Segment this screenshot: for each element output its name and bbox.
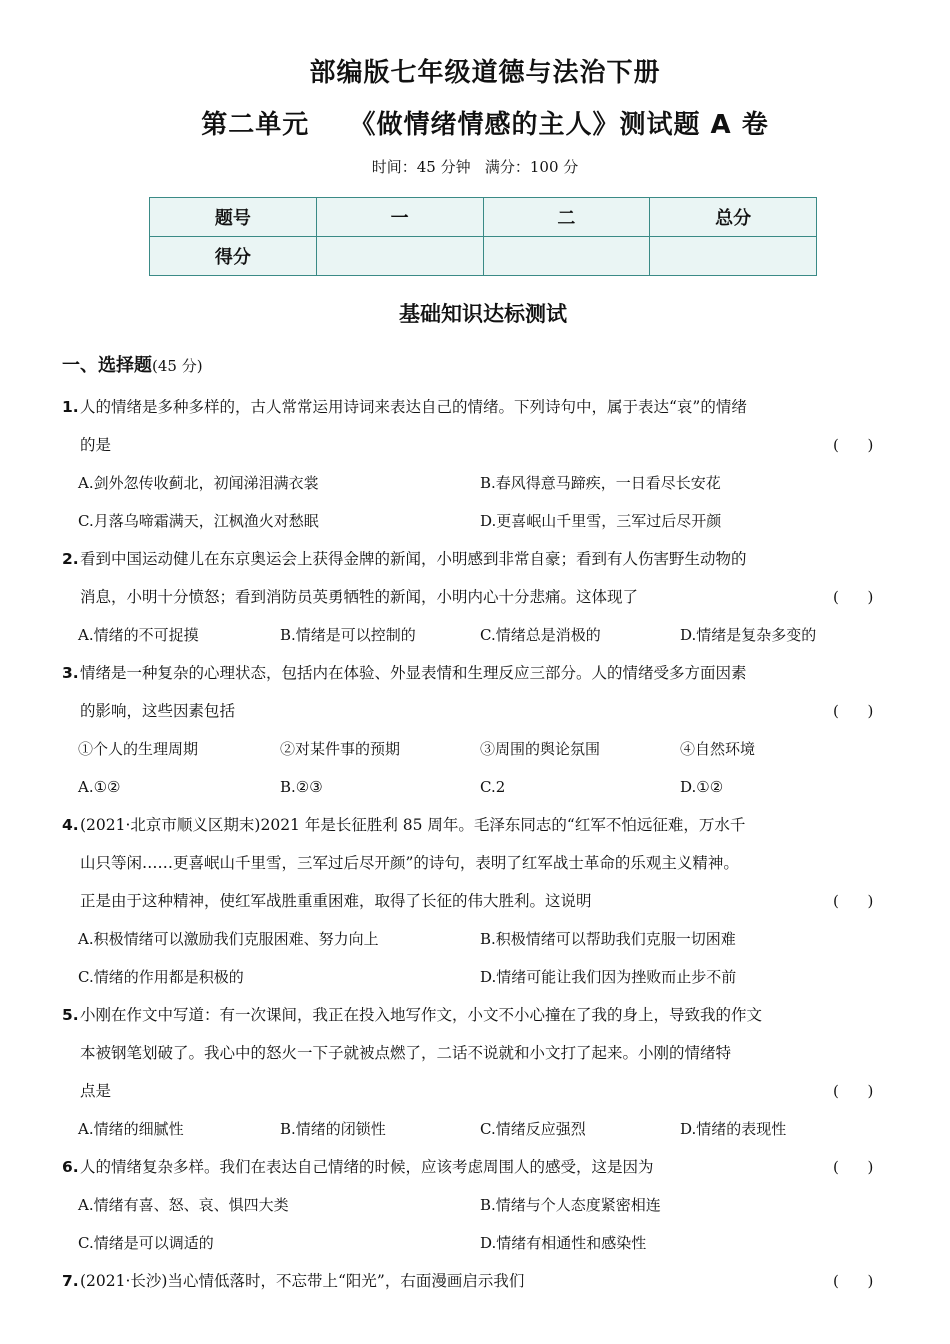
question-text: 小刚在作文中写道：有一次课间，我正在投入地写作文，小文不小心撞在了我的身上，导致我的作文 [80,1006,763,1024]
option-d[interactable]: D.情绪有相通性和感染性 [480,1234,647,1252]
answer-bracket[interactable]: ( ) [833,1272,874,1290]
option-b[interactable]: B.情绪与个人态度紧密相连 [480,1196,661,1214]
answer-bracket[interactable]: ( ) [833,702,874,720]
score-header-cell: 一 [316,198,483,237]
question-text: (2021·长沙)当心情低落时，不忘带上“阳光”，右面漫画启示我们 [80,1272,525,1290]
exam-subtitle: 第二单元 《做情绪情感的主人》测试题 A 卷 [201,110,769,140]
option-c[interactable]: C.情绪总是消极的 [480,626,601,644]
score-table-header-row [150,198,817,237]
option-b[interactable]: B.春风得意马蹄疾，一日看尽长安花 [480,474,721,492]
statement-item: ②对某件事的预期 [280,740,401,758]
option-c[interactable]: C.2 [480,778,506,796]
time-score-info: 时间：45 分钟 满分：100 分 [371,158,579,176]
statement-item: ①个人的生理周期 [78,740,199,758]
option-b[interactable]: B.②③ [280,778,323,796]
question-number: 2. [62,550,79,568]
score-cell[interactable] [650,237,817,276]
option-b[interactable]: B.情绪的闭锁性 [280,1120,386,1138]
option-a[interactable]: A.情绪的不可捉摸 [78,626,199,644]
score-header-cell: 总分 [650,198,817,237]
option-d[interactable]: D.情绪的表现性 [680,1120,787,1138]
question-number: 4. [62,816,79,834]
option-a[interactable]: A.①② [78,778,121,796]
score-cell[interactable] [483,237,650,276]
option-a[interactable]: A.情绪的细腻性 [78,1120,184,1138]
question-text: 人的情绪是多种多样的，古人常常运用诗词来表达自己的情绪。下列诗句中，属于表达“哀”的情绪 [80,398,747,416]
question-number: 7. [62,1272,79,1290]
question-text: 情绪是一种复杂的心理状态，包括内在体验、外显表情和生理反应三部分。人的情绪受多方面因素 [80,664,747,682]
option-a[interactable]: A.情绪有喜、怒、哀、惧四大类 [78,1196,289,1214]
option-c[interactable]: C.情绪的作用都是积极的 [78,968,244,986]
score-cell[interactable] [316,237,483,276]
option-d[interactable]: D.更喜岷山千里雪，三军过后尽开颜 [480,512,722,530]
part-points: (45 分) [152,357,203,375]
option-a[interactable]: A.剑外忽传收蓟北，初闻涕泪满衣裳 [78,474,319,492]
option-a[interactable]: A.积极情绪可以激励我们克服困难、努力向上 [78,930,379,948]
question-text: 山只等闲……更喜岷山千里雪，三军过后尽开颜”的诗句，表明了红军战士革命的乐观主义精神。 [80,854,739,872]
option-d[interactable]: D.①② [680,778,724,796]
score-table [149,197,817,276]
answer-bracket[interactable]: ( ) [833,1158,874,1176]
question-text: 点是 [80,1082,112,1100]
question-text: 的是 [80,436,112,454]
option-c[interactable]: C.情绪是可以调适的 [78,1234,214,1252]
section-title: 基础知识达标测试 [399,302,567,326]
question-number: 3. [62,664,79,682]
part-title [62,351,203,377]
question-text: 人的情绪复杂多样。我们在表达自己情绪的时候，应该考虑周围人的感受，这是因为 [80,1158,654,1176]
question-text: 的影响，这些因素包括 [80,702,236,720]
answer-bracket[interactable]: ( ) [833,1082,874,1100]
answer-bracket[interactable]: ( ) [833,588,874,606]
score-table-score-row [150,237,817,276]
question-text: 正是由于这种精神，使红军战胜重重困难，取得了长征的伟大胜利。这说明 [80,892,592,910]
exam-title: 部编版七年级道德与法治下册 [309,58,661,88]
question-number: 1. [62,398,79,416]
part-label: 一、选择题 [62,355,152,376]
question-text: (2021·北京市顺义区期末)2021 年是长征胜利 85 周年。毛泽东同志的“红军不怕远征难，万水千 [80,816,746,834]
score-header-cell: 二 [483,198,650,237]
question-number: 5. [62,1006,79,1024]
answer-bracket[interactable]: ( ) [833,436,874,454]
option-d[interactable]: D.情绪是复杂多变的 [680,626,817,644]
question-text: 本被钢笔划破了。我心中的怒火一下子就被点燃了，二话不说就和小文打了起来。小刚的情绪特 [80,1044,732,1062]
score-header-cell: 题号 [150,198,317,237]
question-text: 看到中国运动健儿在东京奥运会上获得金牌的新闻，小明感到非常自豪；看到有人伤害野生动物的 [80,550,747,568]
question-number: 6. [62,1158,79,1176]
score-row-label: 得分 [150,237,317,276]
question-text: 消息，小明十分愤怒；看到消防员英勇牺牲的新闻，小明内心十分悲痛。这体现了 [80,588,639,606]
statement-item: ③周围的舆论氛围 [480,740,601,758]
option-c[interactable]: C.情绪反应强烈 [480,1120,586,1138]
answer-bracket[interactable]: ( ) [833,892,874,910]
option-b[interactable]: B.积极情绪可以帮助我们克服一切困难 [480,930,736,948]
statement-item: ④自然环境 [680,740,756,758]
option-d[interactable]: D.情绪可能让我们因为挫败而止步不前 [480,968,737,986]
option-c[interactable]: C.月落乌啼霜满天，江枫渔火对愁眠 [78,512,319,530]
option-b[interactable]: B.情绪是可以控制的 [280,626,416,644]
